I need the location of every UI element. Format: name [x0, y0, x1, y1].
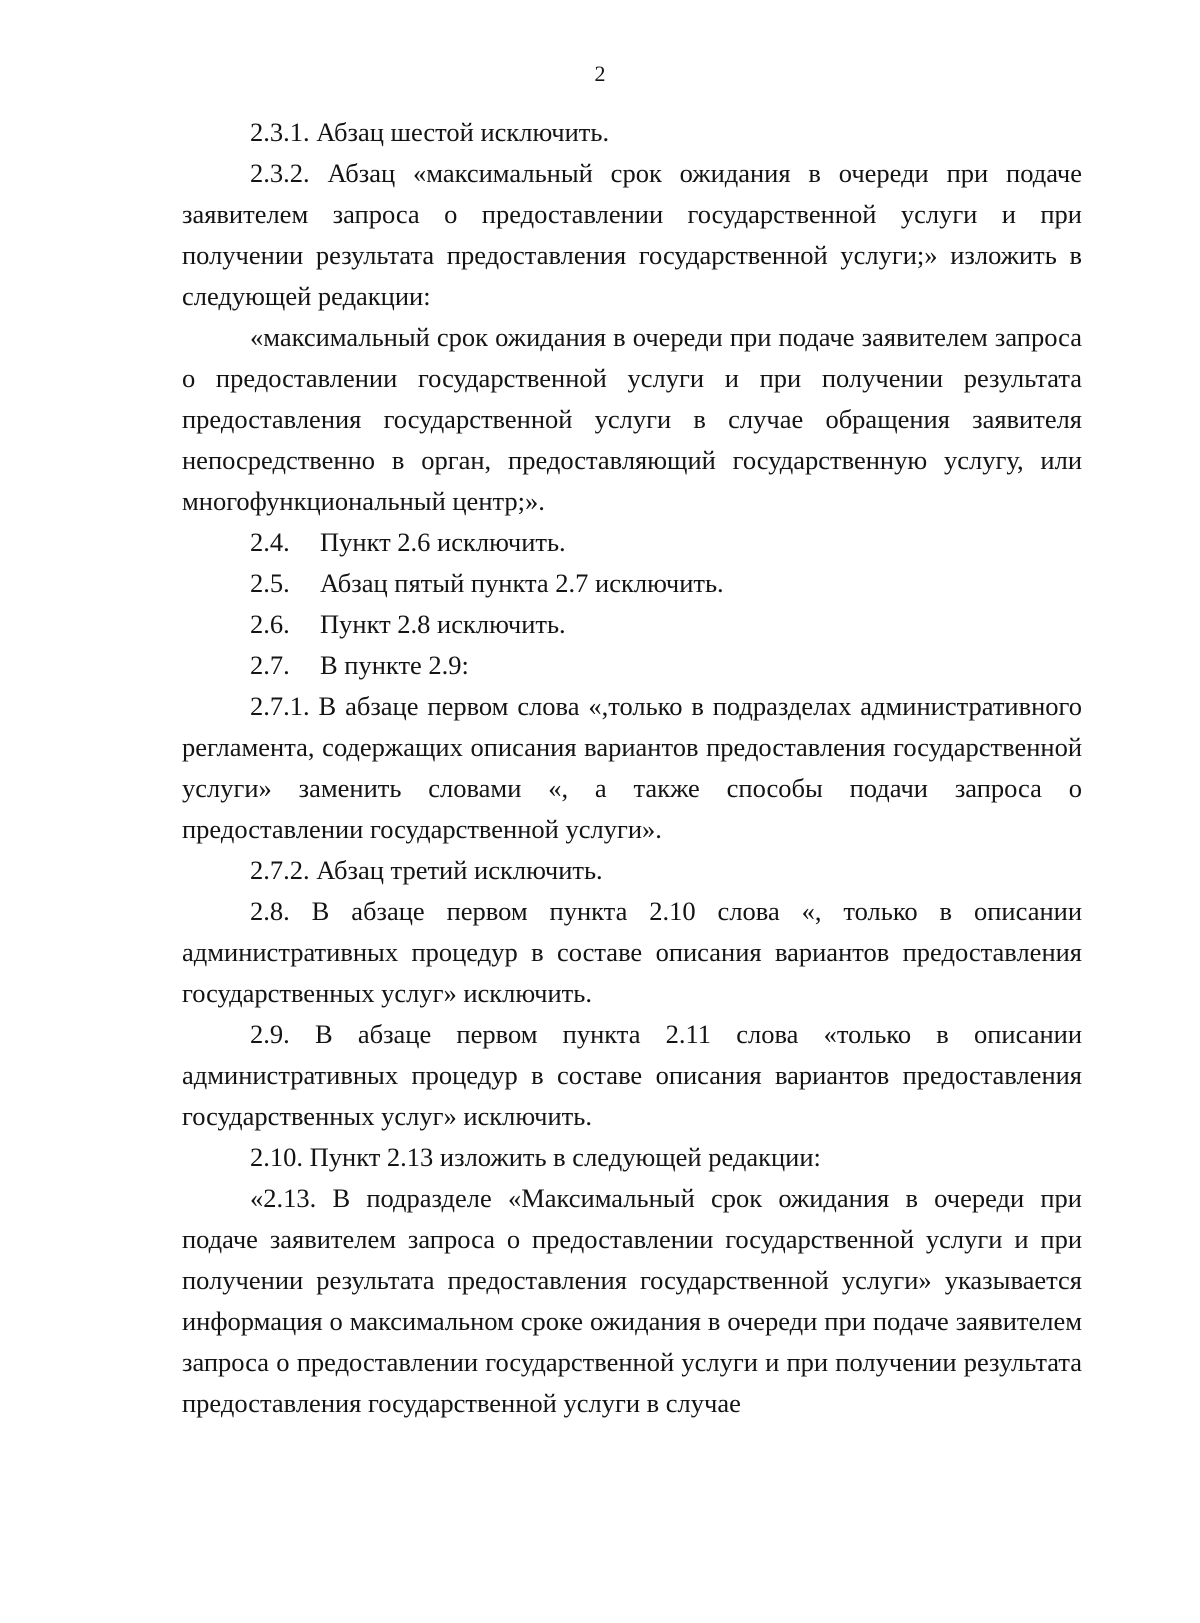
paragraph-2-6 [182, 604, 1082, 645]
item-number: 2.7. [250, 650, 290, 680]
paragraph-2-10: 2.10. Пункт 2.13 изложить в следующей редакции: [250, 1142, 821, 1172]
item-number: 2.5. [250, 568, 290, 598]
item-number: 2.4. [250, 527, 290, 557]
item-text: Абзац пятый пункта 2.7 исключить. [320, 568, 724, 598]
item-text: Пункт 2.8 исключить. [320, 609, 566, 639]
item-text: В пункте 2.9: [320, 650, 469, 680]
paragraph-2-9: 2.9. В абзаце первом пункта 2.11 слова «только в описании административных процедур в составе описания вариантов предоставления государственных услуг» исключить. [182, 1019, 1082, 1131]
page-number: 2 [594, 61, 606, 86]
item-number: 2.6. [250, 609, 290, 639]
paragraph-2-7-1: 2.7.1. В абзаце первом слова «,только в подразделах административного регламента, содержащих описания вариантов предоставления государственной услуги» заменить словами «, а также способы подачи запроса о предоставлении государственной услуги». [182, 691, 1082, 844]
paragraph-2-4 [182, 522, 1082, 563]
item-text: Пункт 2.6 исключить. [320, 527, 566, 557]
paragraph-2-3-1: 2.3.1. Абзац шестой исключить. [250, 117, 610, 147]
paragraph-2-8: 2.8. В абзаце первом пункта 2.10 слова «, только в описании административных процедур в составе описания вариантов предоставления государственных услуг» исключить. [182, 896, 1082, 1008]
paragraph-2-5 [182, 563, 1082, 604]
paragraph-2-3-2-quote: «максимальный срок ожидания в очереди при подаче заявителем запроса о предоставлении государственной услуги и при получении результата предоставления государственной услуги в случае обращения заявителя непосредственно в орган, предоставляющий государственную услугу, или многофункциональный центр;». [182, 322, 1082, 516]
paragraph-2-7-2: 2.7.2. Абзац третий исключить. [250, 855, 603, 885]
paragraph-2-13-quote: «2.13. В подразделе «Максимальный срок ожидания в очереди при подаче заявителем запроса о предоставлении государственной услуги и при получении результата предоставления государственной услуги» указывается информация о максимальном сроке ожидания в очереди при подаче заявителем запроса о предоставлении государственной услуги и при получении результата предоставления государственной услуги в случае [182, 1183, 1082, 1418]
document-body [182, 112, 1082, 1424]
paragraph-2-7 [182, 645, 1082, 686]
paragraph-2-3-2: 2.3.2. Абзац «максимальный срок ожидания в очереди при подаче заявителем запроса о предоставлении государственной услуги и при получении результата предоставления государственной услуги;» изложить в следующей редакции: [182, 158, 1082, 311]
